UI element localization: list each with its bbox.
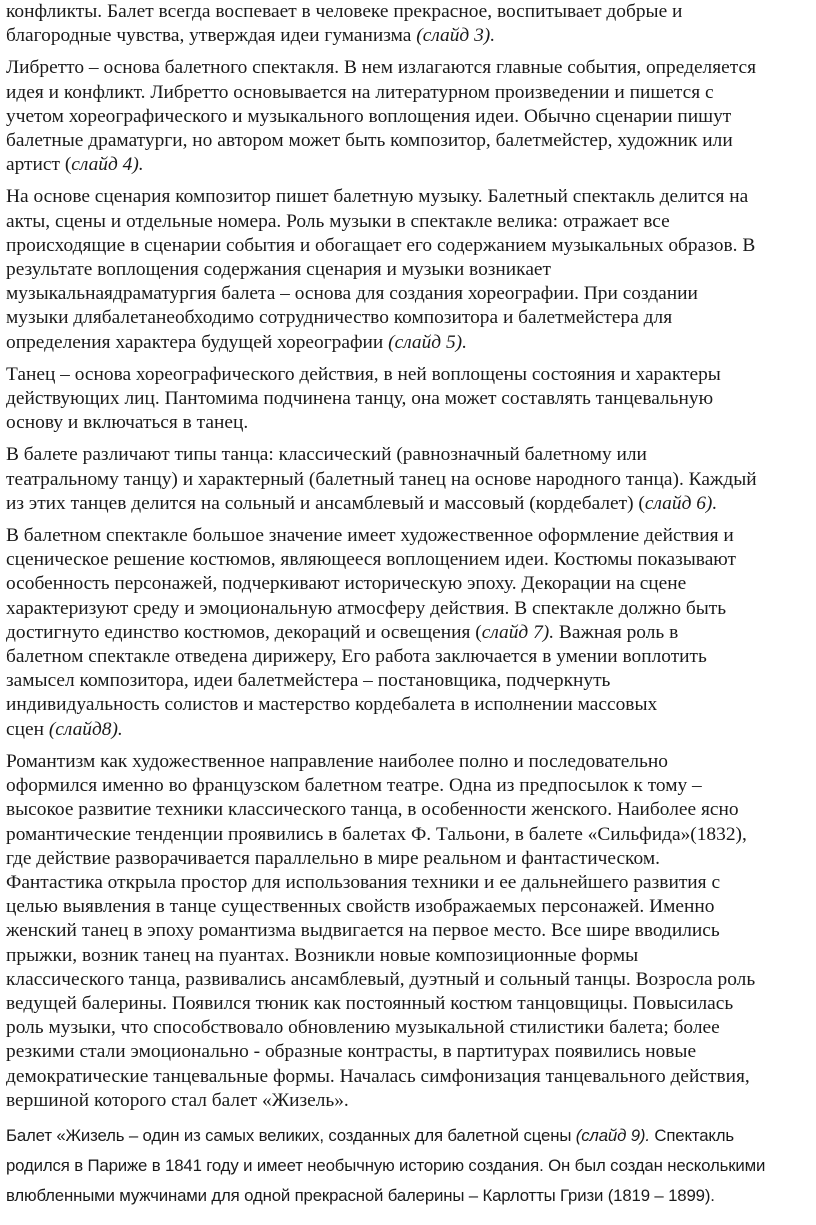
text-segment: благородные чувства, утверждая идеи гуманизма [6,25,417,47]
text-segment: оформился именно во французском балетном театре. Одна из предпосылок к тому – [6,775,702,797]
text-segment: прыжки, возник танец на пуантах. Возникли новые композиционные формы [6,944,639,966]
text-segment: достигнуто единство костюмов, декораций и освещения ( [6,621,482,643]
text-segment: высокое развитие техники классического танца, в особенности женского. Наиболее ясно [6,799,739,821]
text-segment: основу и включаться в танец. [6,412,249,434]
text-segment: Либретто – основа балетного спектакля. В нем излагаются главные события, определяется [6,57,756,79]
slide-reference: слайд 6). [644,492,718,514]
text-segment: балетном спектакле отведена дирижеру, Его работа заключается в умении воплотить [6,646,707,668]
text-segment: артист ( [6,154,72,176]
text-segment: происходящие в сценарии события и обогащает его содержанием музыкальных образов. В [6,234,756,256]
text-segment: сцен [6,718,49,740]
text-segment: классического танца, развивались ансамблевый, дуэтный и сольный танцы. Возросла роль [6,968,756,990]
slide-reference: (слайд8). [48,718,123,740]
text-segment: из этих танцев делится на сольный и ансамблевый и массовый (кордебалет) ( [6,492,645,514]
text-segment: В балетном спектакле большое значение имеет художественное оформление действия и [6,525,734,547]
text-segment: особенность персонажей, подчеркивают историческую эпоху. Декорации на сцене [6,573,687,595]
paragraph [6,524,806,742]
text-segment: театральному танцу) и характерный (балетный танец на основе народного танца). Каждый [6,468,757,490]
text-segment: Спектакль [649,1125,735,1145]
text-segment: конфликты. Балет всегда воспевает в человеке прекрасное, воспитывает добрые и [6,1,683,22]
text-segment: замысел композитора, идеи балетмейстера – постановщика, подчеркнуть [6,670,611,692]
text-segment: женский танец в эпоху романтизма выдвигается на первое место. Все шире вводились [6,920,720,942]
text-segment: идея и конфликт. Либретто основывается на литературном произведении и пишется с [6,81,714,103]
text-segment: Важная роль в [554,621,679,643]
paragraph [6,56,806,177]
text-segment: результате воплощения содержания сценария и музыки возникает [6,259,552,281]
paragraph [6,750,806,1113]
text-segment: акты, сцены и отдельные номера. Роль музыки в спектакле велика: отражает все [6,210,670,232]
text-segment: действующих лиц. Пантомима подчинена танцу, она может составлять танцевальную [6,388,714,410]
slide-reference: слайд 7). [481,621,555,643]
text-segment: целью выявления в танце существенных свойств изображаемых персонажей. Именно [6,896,715,918]
text-segment: характеризуют среду и эмоциональную атмосферу действия. В спектакле должно быть [6,597,727,619]
paragraph [6,0,806,48]
text-segment: На основе сценария композитор пишет балетную музыку. Балетный спектакль делится на [6,186,749,208]
text-segment: сценическое решение костюмов, являющееся воплощением идеи. Костюмы показывают [6,549,737,571]
slide-reference: (слайд 9). [575,1125,650,1145]
paragraph [6,363,806,436]
text-segment: роль музыки, что способствовало обновлению музыкальной стилистики балета; более [6,1017,720,1039]
text-segment: резкими стали эмоционально - образные контрасты, в партитурах появились новые [6,1041,697,1063]
slide-reference: (слайд 3). [416,25,496,47]
text-segment: индивидуальность солистов и мастерство кордебалета в исполнении массовых [6,694,658,716]
text-segment: Танец – основа хореографического действия, в ней воплощены состояния и характеры [6,363,721,385]
text-segment: романтические тенденции проявились в балетах Ф. Тальони, в балете «Сильфида»(1832), [6,823,747,845]
paragraph [6,185,806,354]
document-page [6,0,806,1211]
text-segment: Романтизм как художественное направление наиболее полно и последовательно [6,750,668,772]
paragraph [6,1121,806,1211]
text-segment: вершиной которого стал балет «Жизель». [6,1089,349,1111]
text-segment: определения характера будущей хореографии [6,331,389,353]
text-segment: родился в Париже в 1841 году и имеет необычную историю создания. Он был создан несколькими [6,1155,766,1175]
text-segment: где действие разворачивается параллельно в мире реальном и фантастическом. [6,847,660,869]
slide-reference: слайд 4). [71,154,144,176]
text-segment: балетные драматурги, но автором может быть композитор, балетмейстер, художник или [6,130,733,152]
text-segment: музыкальнаядраматургия балета – основа для создания хореографии. При создании [6,283,698,305]
text-segment: Балет «Жизель – один из самых великих, созданных для балетной сцены [6,1125,576,1145]
text-segment: Фантастика открыла простор для использования техники и ее дальнейшего развития с [6,871,721,893]
slide-reference: (слайд 5). [388,331,467,353]
text-segment: музыки длябалетанеобходимо сотрудничество композитора и балетмейстера для [6,307,673,329]
text-segment: влюбленными мужчинами для одной прекрасной балерины – Карлотты Гризи (1819 – 1899). [6,1185,715,1205]
paragraph [6,443,806,516]
text-segment: учетом хореографического и музыкального воплощения идеи. Обычно сценарии пишут [6,105,732,127]
text-segment: В балете различают типы танца: классический (равнозначный балетному или [6,444,647,466]
text-segment: ведущей балерины. Появился тюник как постоянный костюм танцовщицы. Повысилась [6,992,734,1014]
text-segment: демократические танцевальные формы. Началась симфонизация танцевального действия, [6,1065,750,1087]
